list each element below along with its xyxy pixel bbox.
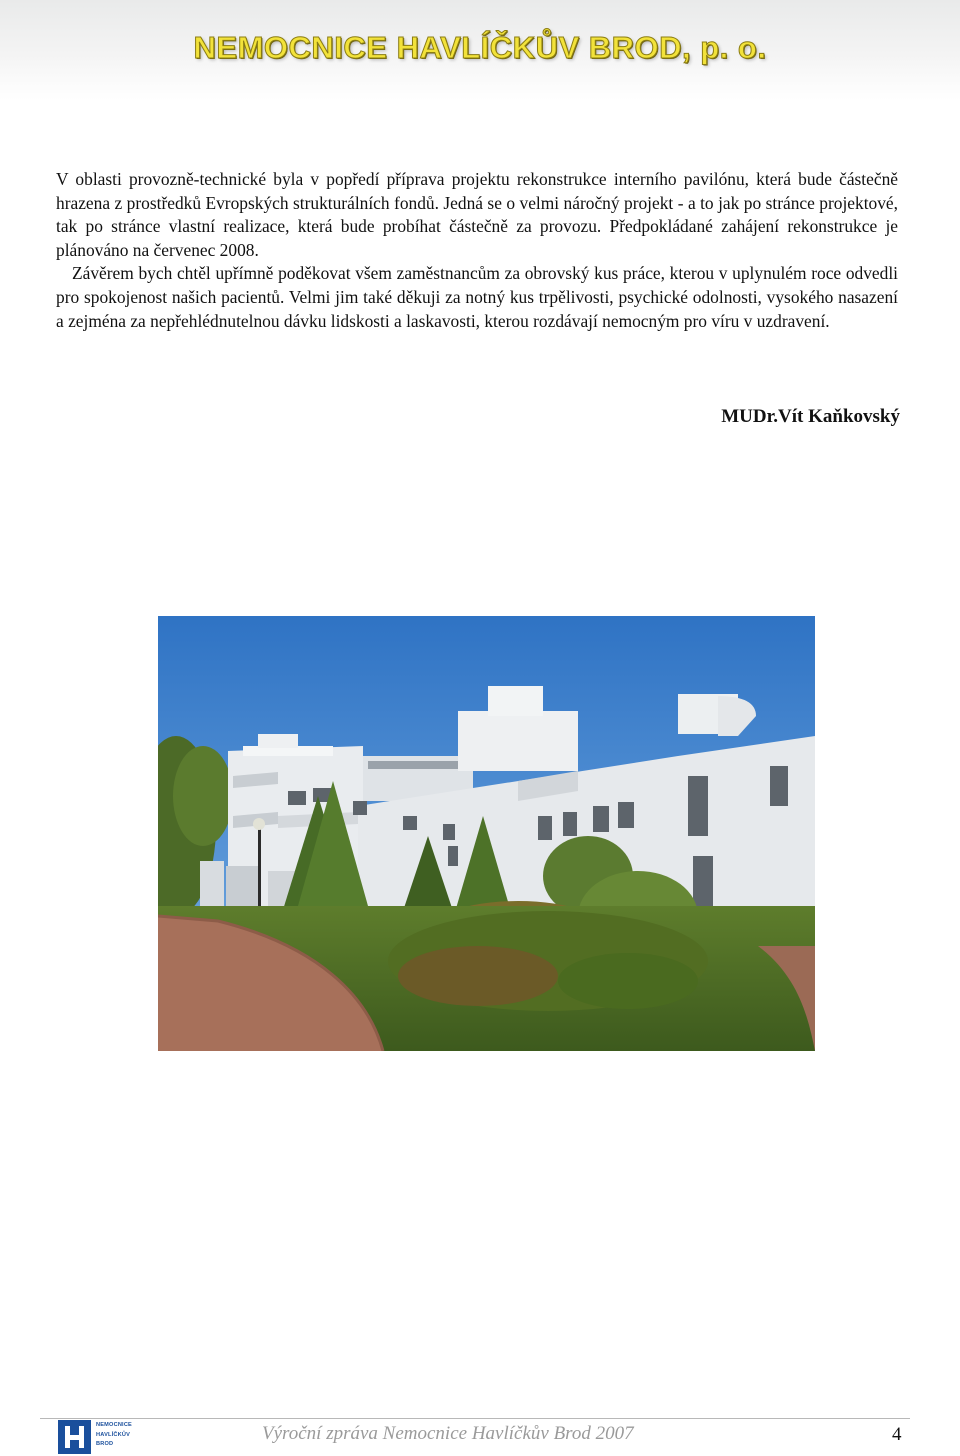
author-signature: MUDr.Vít Kaňkovský xyxy=(721,406,900,427)
footer-divider xyxy=(40,1418,910,1419)
paragraph-reconstruction: V oblasti provozně-technické byla v popředí příprava projektu rekonstrukce interního pavilónu, která bude částečně hrazena z prostředků Evropských strukturálních fondů. Jedná se o velmi náročný projekt - a to jak po stránce projektové, tak po stránce vlastní realizace, která bude probíhat částečně za provozu. Předpokládané zahájení rekonstrukce je plánováno na červenec 2008. xyxy=(56,169,898,260)
logo-line-1: NEMOCNICE xyxy=(96,1422,132,1428)
logo-line-2: HAVLÍČKŮV xyxy=(96,1431,131,1438)
logo-h-mark xyxy=(58,1420,91,1454)
report-text xyxy=(56,168,898,333)
hospital-building-photo xyxy=(158,616,815,1051)
logo-line-3: BROD xyxy=(96,1441,114,1447)
paragraph-thanks: Závěrem bych chtěl upřímně poděkovat všem zaměstnancům za obrovský kus práce, kterou v uplynulém roce odvedli pro spokojenost našich pacientů. Velmi jim také děkuji za notný kus trpělivosti, psychické odolnosti, vysokého nasazení a zejména za nepřehlédnutelnou dávku lidskosti a laskavosti, kterou rozdávají nemocným pro víru v uzdravení. xyxy=(56,263,898,331)
logo-wordmark xyxy=(96,1421,142,1450)
footer-caption: Výroční zpráva Nemocnice Havlíčkův Brod 2007 xyxy=(262,1423,634,1444)
page-number: 4 xyxy=(892,1424,902,1445)
hospital-title: NEMOCNICE HAVLÍČKŮV BROD, p. o. xyxy=(193,30,767,65)
hospital-logo xyxy=(58,1420,142,1454)
